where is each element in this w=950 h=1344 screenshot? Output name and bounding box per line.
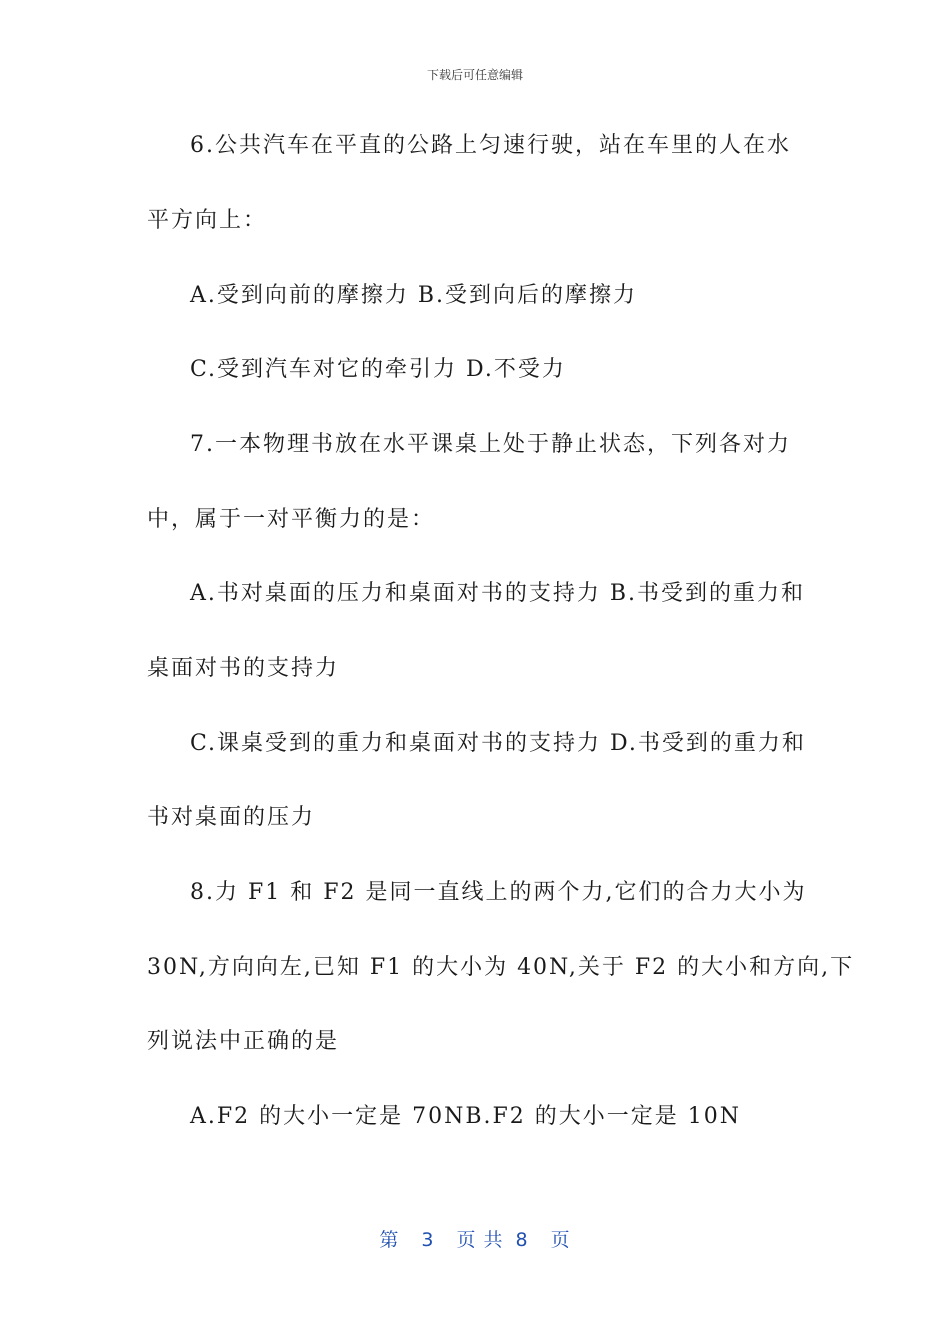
question-8-options-ab: A.F2 的大小一定是 70NB.F2 的大小一定是 10N bbox=[190, 1104, 742, 1129]
footer-total-pages: 8 bbox=[515, 1229, 529, 1251]
question-7-option-ab-line-2: 桌面对书的支持力 bbox=[147, 656, 340, 681]
question-8-line-1: 8.力 F1 和 F2 是同一直线上的两个力,它们的合力大小为 bbox=[190, 880, 807, 905]
header-note: 下载后可任意编辑 bbox=[426, 68, 523, 82]
question-8-line-3: 列说法中正确的是 bbox=[147, 1029, 340, 1054]
question-6-options-ab: A.受到向前的摩擦力 B.受到向后的摩擦力 bbox=[190, 283, 638, 308]
footer-page-label: 第 bbox=[379, 1229, 400, 1251]
page-footer bbox=[0, 1225, 950, 1252]
question-7-line-1: 7.一本物理书放在水平课桌上处于静止状态，下列各对力 bbox=[190, 432, 791, 457]
footer-total-prefix: 页 共 bbox=[456, 1229, 504, 1251]
footer-current-page: 3 bbox=[421, 1229, 435, 1251]
question-7-option-cd-line-1: C.课桌受到的重力和桌面对书的支持力 D.书受到的重力和 bbox=[190, 731, 806, 756]
question-6-line-2: 平方向上： bbox=[147, 208, 268, 233]
question-8-line-2: 30N,方向向左,已知 F1 的大小为 40N,关于 F2 的大小和方向,下 bbox=[147, 955, 855, 980]
question-7-line-2: 中，属于一对平衡力的是： bbox=[147, 507, 436, 532]
footer-total-suffix: 页 bbox=[550, 1229, 571, 1251]
question-6-options-cd: C.受到汽车对它的牵引力 D.不受力 bbox=[190, 357, 566, 382]
question-7-option-ab-line-1: A.书对桌面的压力和桌面对书的支持力 B.书受到的重力和 bbox=[190, 581, 806, 606]
question-6-line-1: 6.公共汽车在平直的公路上匀速行驶，站在车里的人在水 bbox=[190, 133, 791, 158]
question-7-option-cd-line-2: 书对桌面的压力 bbox=[147, 805, 316, 830]
